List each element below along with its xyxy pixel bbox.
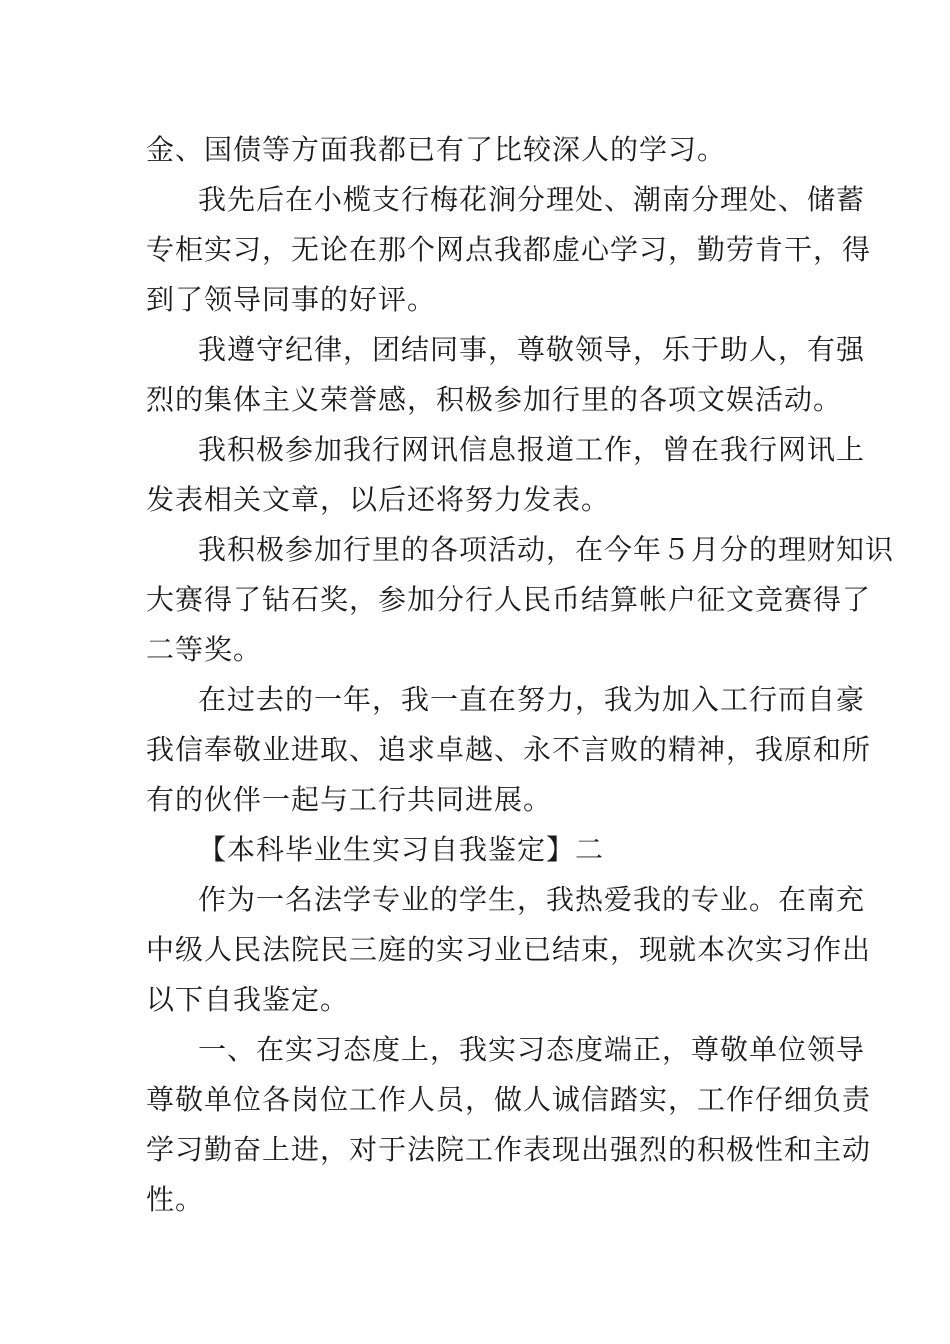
text-line: 作为一名法学专业的学生，我热爱我的专业。在南充 [198, 883, 866, 916]
text-line: 我积极参加行里的各项活动，在今年５月分的理财知识 [198, 533, 895, 566]
section-heading: 【本科毕业生实习自我鉴定】二 [198, 833, 605, 866]
text-line: 以下自我鉴定。 [146, 983, 350, 1016]
text-line: 专柜实习，无论在那个网点我都虚心学习，勤劳肯干，得 [146, 233, 872, 266]
text-line: 尊敬单位各岗位工作人员，做人诚信踏实，工作仔细负责 [146, 1083, 872, 1116]
text-line: 一、在实习态度上，我实习态度端正，尊敬单位领导 [198, 1033, 866, 1066]
text-line: 我遵守纪律，团结同事，尊敬领导，乐于助人，有强 [198, 333, 866, 366]
text-line: 我信奉敬业进取、追求卓越、永不言败的精神，我原和所 [146, 733, 872, 766]
text-line: 发表相关文章，以后还将努力发表。 [146, 483, 611, 516]
text-line: 金、国债等方面我都已有了比较深人的学习。 [146, 133, 727, 166]
text-line: 大赛得了钻石奖，参加分行人民币结算帐户征文竞赛得了 [146, 583, 872, 616]
text-line: 到了领导同事的好评。 [146, 283, 437, 316]
text-line: 有的伙伴一起与工行共同进展。 [146, 783, 553, 816]
text-line: 烈的集体主义荣誉感，积极参加行里的各项文娱活动。 [146, 383, 843, 416]
text-line: 在过去的一年，我一直在努力，我为加入工行而自豪 [198, 683, 866, 716]
text-line: 我积极参加我行网讯信息报道工作，曾在我行网讯上 [198, 433, 866, 466]
text-line: 中级人民法院民三庭的实习业已结束，现就本次实习作出 [146, 933, 872, 966]
text-line: 学习勤奋上进，对于法院工作表现出强烈的积极性和主动 [146, 1133, 872, 1166]
text-line: 我先后在小榄支行梅花涧分理处、潮南分理处、储蓄 [198, 183, 866, 216]
text-line: 二等奖。 [146, 633, 263, 666]
text-line: 性。 [146, 1183, 205, 1216]
